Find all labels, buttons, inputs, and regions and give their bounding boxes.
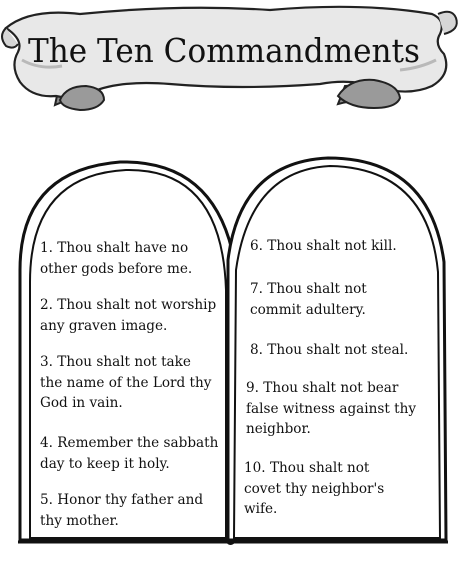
commandment-10: 10. Thou shalt not covet thy neighbor's wife. — [244, 460, 385, 517]
commandment-2: 2. Thou shalt not worship any graven image. — [40, 297, 217, 334]
commandment-6: 6. Thou shalt not kill. — [250, 238, 397, 254]
page-title: The Ten Commandments — [28, 31, 420, 70]
commandment-9: 9. Thou shalt not bear false witness against thy neighbor. — [246, 380, 417, 437]
commandment-4: 4. Remember the sabbath day to keep it holy. — [40, 435, 219, 472]
commandment-7: 7. Thou shalt not commit adultery. — [250, 281, 367, 318]
title-banner — [2, 7, 457, 110]
commandment-8: 8. Thou shalt not steal. — [250, 342, 409, 358]
commandment-1: 1. Thou shalt have no other gods before me. — [40, 240, 193, 277]
commandment-5: 5. Honor thy father and thy mother. — [40, 492, 204, 529]
commandment-3: 3. Thou shalt not take the name of the Lord thy God in vain. — [40, 354, 212, 411]
